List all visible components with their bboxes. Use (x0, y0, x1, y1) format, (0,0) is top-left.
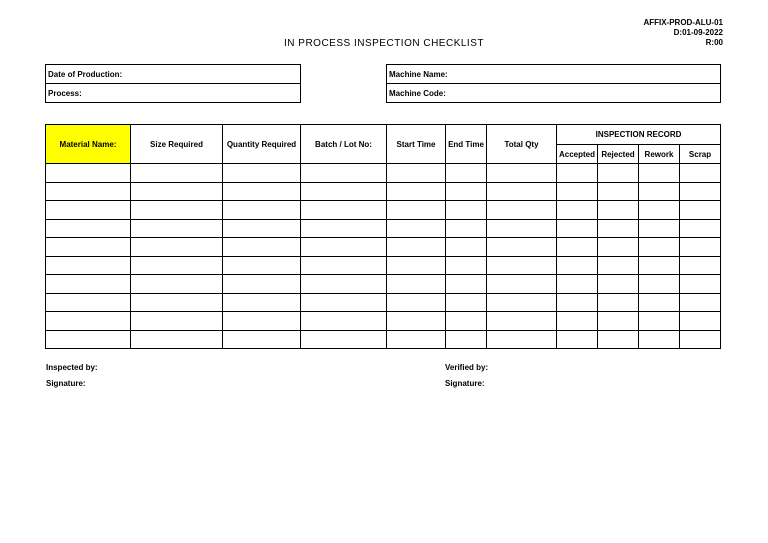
table-cell[interactable] (131, 182, 223, 201)
table-cell[interactable] (598, 182, 639, 201)
table-cell[interactable] (131, 275, 223, 294)
table-cell[interactable] (557, 164, 598, 183)
page-title: IN PROCESS INSPECTION CHECKLIST (284, 38, 484, 49)
table-cell[interactable] (446, 330, 487, 349)
inspection-record-header: INSPECTION RECORD (557, 125, 721, 145)
table-row (46, 238, 721, 257)
table-cell[interactable] (639, 256, 680, 275)
table-cell[interactable] (223, 312, 301, 331)
table-cell[interactable] (301, 293, 387, 312)
col-header-material-name: Material Name: (46, 125, 131, 164)
table-cell[interactable] (446, 182, 487, 201)
table-cell[interactable] (387, 312, 446, 331)
document-revision: R:00 (705, 38, 723, 47)
table-cell[interactable] (680, 293, 721, 312)
table-cell[interactable] (131, 219, 223, 238)
col-header-accepted: Accepted (557, 145, 598, 164)
table-cell[interactable] (598, 256, 639, 275)
table-cell[interactable] (301, 330, 387, 349)
machine-name-field[interactable]: Machine Name: (387, 65, 721, 84)
table-cell[interactable] (487, 164, 557, 183)
table-cell[interactable] (639, 330, 680, 349)
table-cell[interactable] (223, 330, 301, 349)
table-cell[interactable] (487, 275, 557, 294)
table-cell[interactable] (680, 256, 721, 275)
table-cell[interactable] (639, 182, 680, 201)
inspected-by-label: Inspected by: (46, 363, 98, 372)
table-cell[interactable] (557, 330, 598, 349)
table-row (46, 201, 721, 220)
table-cell[interactable] (487, 256, 557, 275)
table-cell[interactable] (301, 275, 387, 294)
table-cell[interactable] (46, 182, 131, 201)
table-cell[interactable] (557, 312, 598, 331)
table-cell[interactable] (639, 201, 680, 220)
table-cell[interactable] (223, 256, 301, 275)
table-cell[interactable] (557, 219, 598, 238)
table-row (46, 293, 721, 312)
table-cell[interactable] (387, 330, 446, 349)
table-cell[interactable] (446, 275, 487, 294)
table-cell[interactable] (387, 238, 446, 257)
table-cell[interactable] (598, 164, 639, 183)
table-cell[interactable] (46, 238, 131, 257)
verified-by-label: Verified by: (445, 363, 489, 372)
table-cell[interactable] (598, 312, 639, 331)
table-cell[interactable] (387, 219, 446, 238)
table-cell[interactable] (301, 256, 387, 275)
inspector-signature-block (46, 360, 98, 392)
table-cell[interactable] (131, 238, 223, 257)
table-cell[interactable] (301, 219, 387, 238)
table-cell[interactable] (639, 312, 680, 331)
table-cell[interactable] (680, 219, 721, 238)
table-row (46, 164, 721, 183)
table-cell[interactable] (46, 201, 131, 220)
table-cell[interactable] (131, 201, 223, 220)
inspection-table (45, 124, 721, 349)
table-cell[interactable] (223, 182, 301, 201)
table-cell[interactable] (680, 330, 721, 349)
table-cell[interactable] (680, 312, 721, 331)
table-cell[interactable] (598, 201, 639, 220)
table-cell[interactable] (301, 164, 387, 183)
table-cell[interactable] (557, 256, 598, 275)
col-header-start-time: Start Time (387, 125, 446, 164)
inspection-table-body (46, 164, 721, 349)
table-cell[interactable] (639, 275, 680, 294)
table-cell[interactable] (487, 330, 557, 349)
table-cell[interactable] (680, 238, 721, 257)
table-cell[interactable] (223, 293, 301, 312)
table-cell[interactable] (387, 293, 446, 312)
table-cell[interactable] (301, 312, 387, 331)
date-of-production-field[interactable]: Date of Production: (46, 65, 301, 84)
table-cell[interactable] (46, 275, 131, 294)
col-header-total-qty: Total Qty (487, 125, 557, 164)
machine-info-box (386, 64, 721, 103)
table-cell[interactable] (487, 182, 557, 201)
table-cell[interactable] (387, 275, 446, 294)
production-info-box (45, 64, 301, 103)
table-cell[interactable] (223, 164, 301, 183)
table-cell[interactable] (598, 330, 639, 349)
table-cell[interactable] (131, 312, 223, 331)
table-cell[interactable] (223, 275, 301, 294)
table-cell[interactable] (598, 275, 639, 294)
table-row (46, 312, 721, 331)
table-cell[interactable] (446, 164, 487, 183)
machine-code-field[interactable]: Machine Code: (387, 84, 721, 103)
table-cell[interactable] (301, 201, 387, 220)
table-cell[interactable] (46, 164, 131, 183)
table-cell[interactable] (639, 293, 680, 312)
table-cell[interactable] (487, 201, 557, 220)
table-cell[interactable] (131, 330, 223, 349)
table-cell[interactable] (446, 238, 487, 257)
table-cell[interactable] (557, 293, 598, 312)
table-cell[interactable] (46, 312, 131, 331)
table-cell[interactable] (487, 312, 557, 331)
table-cell[interactable] (487, 238, 557, 257)
table-cell[interactable] (598, 238, 639, 257)
table-cell[interactable] (223, 238, 301, 257)
table-cell[interactable] (446, 256, 487, 275)
table-cell[interactable] (639, 219, 680, 238)
table-cell[interactable] (487, 293, 557, 312)
table-cell[interactable] (301, 238, 387, 257)
col-header-size-required: Size Required (131, 125, 223, 164)
table-cell[interactable] (131, 164, 223, 183)
table-cell[interactable] (446, 293, 487, 312)
verifier-signature-block (445, 360, 488, 392)
table-cell[interactable] (131, 256, 223, 275)
inspector-signature-label: Signature: (46, 379, 86, 388)
table-cell[interactable] (680, 182, 721, 201)
table-row (46, 182, 721, 201)
table-cell[interactable] (387, 182, 446, 201)
table-row (46, 330, 721, 349)
table-cell[interactable] (46, 219, 131, 238)
col-header-scrap: Scrap (680, 145, 721, 164)
table-cell[interactable] (46, 330, 131, 349)
table-row (46, 275, 721, 294)
col-header-end-time: End Time (446, 125, 487, 164)
table-cell[interactable] (46, 293, 131, 312)
document-date: D:01-09-2022 (673, 28, 723, 37)
col-header-batch-lot-no: Batch / Lot No: (301, 125, 387, 164)
table-cell[interactable] (557, 201, 598, 220)
table-cell[interactable] (446, 201, 487, 220)
table-cell[interactable] (487, 219, 557, 238)
table-cell[interactable] (557, 182, 598, 201)
table-cell[interactable] (223, 219, 301, 238)
table-cell[interactable] (446, 312, 487, 331)
table-cell[interactable] (301, 182, 387, 201)
table-row (46, 256, 721, 275)
table-row (46, 219, 721, 238)
table-cell[interactable] (680, 201, 721, 220)
process-field[interactable]: Process: (46, 84, 301, 103)
table-cell[interactable] (680, 164, 721, 183)
table-cell[interactable] (680, 275, 721, 294)
verifier-signature-label: Signature: (445, 379, 485, 388)
col-header-rework: Rework (639, 145, 680, 164)
table-cell[interactable] (639, 238, 680, 257)
col-header-rejected: Rejected (598, 145, 639, 164)
table-cell[interactable] (639, 164, 680, 183)
col-header-quantity-required: Quantity Required (223, 125, 301, 164)
table-cell[interactable] (131, 293, 223, 312)
table-cell[interactable] (387, 256, 446, 275)
table-cell[interactable] (557, 275, 598, 294)
table-cell[interactable] (387, 201, 446, 220)
document-code: AFFIX-PROD-ALU-01 (643, 18, 723, 27)
table-cell[interactable] (598, 219, 639, 238)
table-cell[interactable] (598, 293, 639, 312)
table-cell[interactable] (46, 256, 131, 275)
table-cell[interactable] (223, 201, 301, 220)
table-cell[interactable] (387, 164, 446, 183)
table-cell[interactable] (557, 238, 598, 257)
table-cell[interactable] (446, 219, 487, 238)
